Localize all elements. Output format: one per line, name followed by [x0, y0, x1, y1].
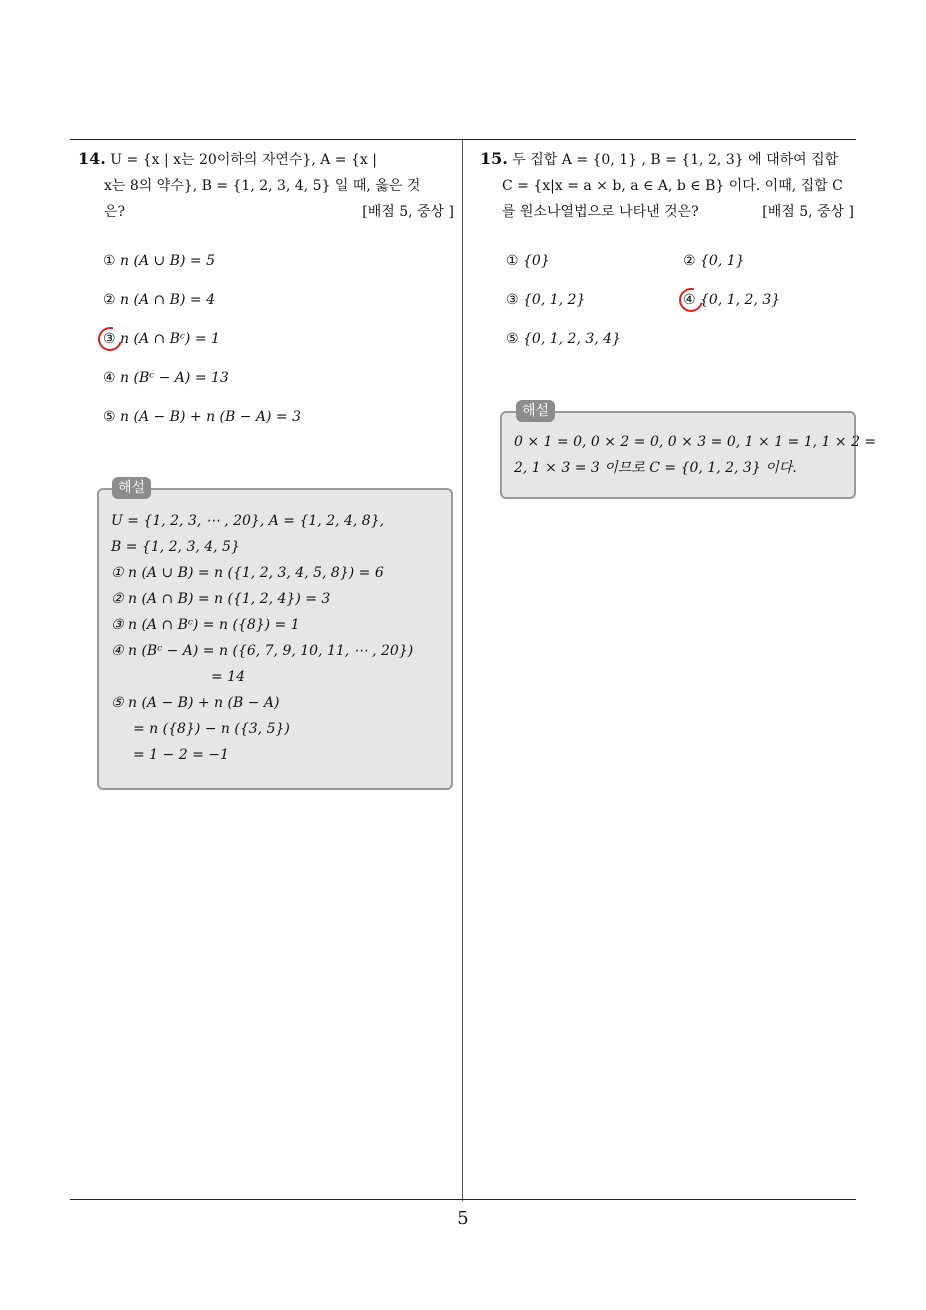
- choice-text: n (A ∩ B) = 4: [120, 292, 215, 308]
- solution-line: ② n (A ∩ B) = n ({1, 2, 4}) = 3: [111, 591, 331, 607]
- solution-box: [97, 488, 453, 790]
- question-14: [78, 146, 454, 225]
- choice-number: ①: [506, 253, 519, 269]
- choice-3[interactable]: [506, 292, 585, 308]
- choice-1[interactable]: [103, 253, 215, 269]
- column-divider: [462, 139, 463, 1201]
- solution-line: ④ n (Bᶜ − A) = n ({6, 7, 9, 10, 11, ⋯ , 20}): [111, 643, 414, 659]
- choice-text: {0}: [523, 253, 550, 269]
- solution-line: = n ({8}) − n ({3, 5}): [133, 721, 290, 737]
- score-meta: [배점 5, 중상 ]: [762, 204, 854, 220]
- solution-line: ⑤ n (A − B) + n (B − A): [111, 695, 280, 711]
- choice-text: n (A ∪ B) = 5: [120, 253, 215, 269]
- choice-5[interactable]: [103, 409, 301, 425]
- question-number: 15.: [480, 149, 508, 168]
- choice-number: ⑤: [103, 409, 116, 425]
- solution-line: = 14: [211, 669, 245, 685]
- question-text-line-2: x는 8의 약수}, B = {1, 2, 3, 4, 5} 일 때, 옳은 것: [104, 178, 421, 194]
- answer-mark-circle: [94, 323, 127, 356]
- choice-2[interactable]: [103, 292, 215, 308]
- choice-4[interactable]: [103, 370, 229, 386]
- choice-text: {0, 1, 2, 3}: [700, 292, 781, 308]
- choice-number: ③: [103, 331, 116, 347]
- score-meta: [배점 5, 중상 ]: [362, 204, 454, 220]
- choice-1[interactable]: [506, 253, 550, 269]
- solution-line: 0 × 1 = 0, 0 × 2 = 0, 0 × 3 = 0, 1 × 1 = 1, 1 × 2 =: [514, 434, 877, 450]
- choice-number: ④: [683, 292, 696, 308]
- question-text-line-1: 두 집합 A = {0, 1} , B = {1, 2, 3} 에 대하여 집합: [512, 152, 839, 168]
- solution-line: B = {1, 2, 3, 4, 5}: [111, 539, 240, 555]
- solution-line: ① n (A ∪ B) = n ({1, 2, 3, 4, 5, 8}) = 6: [111, 565, 384, 581]
- choice-text: n (Bᶜ − A) = 13: [120, 370, 229, 386]
- question-text-line-1: U = {x | x는 20이하의 자연수}, A = {x |: [110, 152, 377, 168]
- choice-5[interactable]: [506, 331, 621, 347]
- solution-box: [500, 411, 877, 499]
- choice-number: ④: [103, 370, 116, 386]
- solution-line: ③ n (A ∩ Bᶜ) = n ({8}) = 1: [111, 617, 300, 633]
- choice-number: ①: [103, 253, 116, 269]
- question-number: 14.: [78, 149, 106, 168]
- question-15: [480, 146, 854, 225]
- bottom-rule: [70, 1199, 856, 1200]
- solution-label: 해설: [516, 400, 555, 422]
- choice-number: ②: [683, 253, 696, 269]
- choice-2[interactable]: [683, 253, 745, 269]
- choice-number: ⑤: [506, 331, 519, 347]
- choice-number: ③: [506, 292, 519, 308]
- top-rule: [70, 139, 856, 140]
- solution-line: 2, 1 × 3 = 3 이므로 C = {0, 1, 2, 3} 이다.: [514, 460, 797, 476]
- page-number: 5: [457, 1208, 469, 1229]
- choice-text: n (A ∩ Bᶜ) = 1: [120, 331, 220, 347]
- question-text-line-2: C = {x|x = a × b, a ∈ A, b ∈ B} 이다. 이때, 집합 C: [502, 178, 843, 194]
- solution-label: 해설: [112, 477, 151, 499]
- question-text-line-3: 은?: [104, 204, 126, 220]
- choice-text: {0, 1, 2, 3, 4}: [523, 331, 621, 347]
- question-text-line-3: 를 원소나열법으로 나타낸 것은?: [502, 204, 699, 220]
- solution-line: = 1 − 2 = −1: [133, 747, 229, 763]
- solution-body: [111, 508, 447, 768]
- answer-mark-circle: [675, 284, 708, 317]
- choice-text: n (A − B) + n (B − A) = 3: [120, 409, 302, 425]
- solution-body: [514, 429, 877, 481]
- solution-line: U = {1, 2, 3, ⋯ , 20}, A = {1, 2, 4, 8},: [111, 513, 385, 529]
- choice-text: {0, 1, 2}: [523, 292, 586, 308]
- choice-number: ②: [103, 292, 116, 308]
- choice-text: {0, 1}: [700, 253, 745, 269]
